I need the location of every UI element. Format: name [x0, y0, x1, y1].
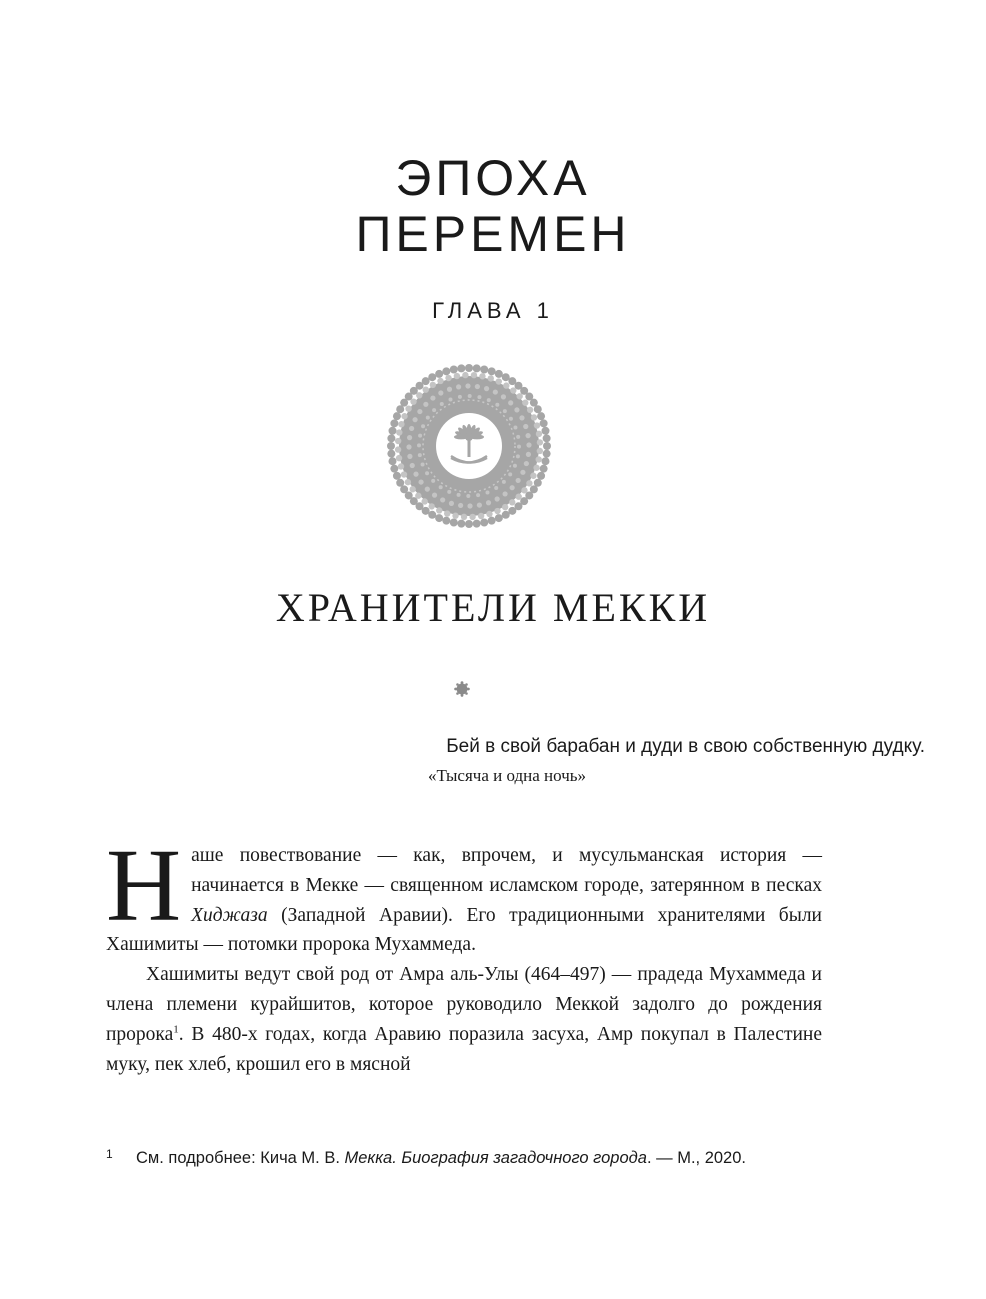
footnote-ref[interactable]: 1 [173, 1023, 179, 1036]
body-text [106, 828, 822, 1079]
paragraph-1-text-end: (Западной Аравии). Его традиционными хранителями были Хашимиты — потомки пророка Мухаммеда. [106, 904, 822, 956]
paragraph-2 [106, 960, 822, 1079]
saudi-emblem-icon [386, 363, 552, 529]
footnote-book-title: Мекка. Биография загадочного города [344, 1149, 647, 1167]
paragraph-2-text-end: . В 480-х годах, когда Аравию поразила засуха, Амр покупал в Палестине муку, пек хлеб, крошил его в мясной [106, 1023, 822, 1075]
chapter-title: ХРАНИТЕЛИ МЕККИ [275, 585, 711, 630]
paragraph-1 [106, 828, 822, 960]
part-title-line-2: ПЕРЕМЕН [355, 206, 631, 262]
part-title-line-1: ЭПОХА [395, 150, 591, 206]
footnote-text: См. подробнее: Кича М. В. [136, 1149, 345, 1167]
rosette-ornament-icon [454, 681, 470, 697]
epigraph-text: Бей в свой барабан и дуди в свою собственную дудку. [446, 736, 925, 757]
epigraph-source: «Тысяча и одна ночь» [427, 766, 586, 785]
footnote-number: 1 [106, 1147, 113, 1161]
footnote [106, 1147, 866, 1168]
chapter-label: ГЛАВА 1 [432, 298, 554, 323]
paragraph-1-italic: Хиджаза [191, 904, 268, 926]
paragraph-1-text: аше повествование — как, впрочем, и мусульманская история — начинается в Мекке — священном исламском городе, затерянном в песках [191, 845, 822, 896]
footnote-text-end: . — М., 2020. [646, 1149, 746, 1167]
paragraph-2-text: Хашимиты ведут свой род от Амра аль-Улы (464–497) — прадеда Мухаммеда и члена племени курайшитов, которое руководило Меккой задолго до рождения пророка [106, 964, 822, 1045]
drop-cap: Н [106, 828, 182, 943]
part-title [0, 150, 986, 262]
